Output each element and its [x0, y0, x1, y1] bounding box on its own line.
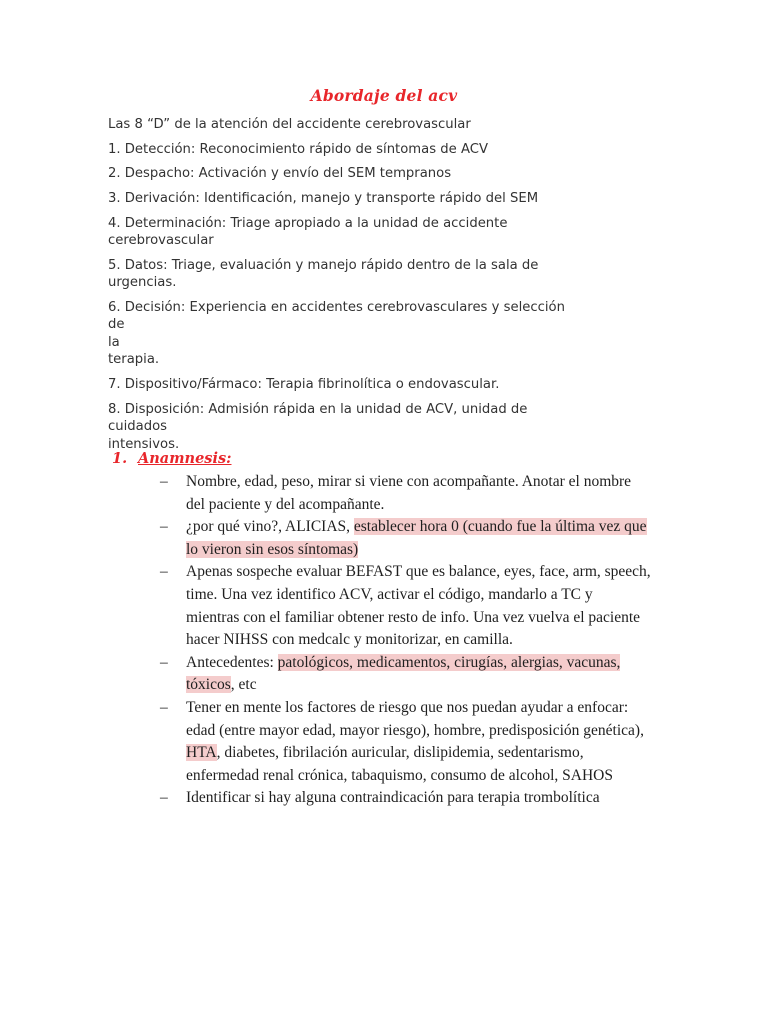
d-list-item: [108, 215, 578, 250]
bullet-text: time. Una vez identifico ACV, activar el código, mandarlo a TC y: [186, 585, 593, 603]
d-list-line: intensivos.: [108, 436, 180, 452]
bullet-dash: –: [160, 653, 168, 671]
bullet-line: [186, 720, 684, 743]
bullet-line: [186, 584, 684, 607]
bullet-item: [104, 516, 684, 561]
section-number: 1.: [112, 450, 128, 467]
highlighted-text: tóxicos: [186, 676, 231, 694]
eight-d-list: [108, 141, 578, 454]
d-list-line: 6. Decisión: Experiencia en accidentes cerebrovasculares y selección de: [108, 299, 565, 333]
eight-d-block: [108, 116, 578, 461]
d-list-item: [108, 401, 578, 454]
bullet-item: [104, 787, 684, 810]
bullet-text: enfermedad renal crónica, tabaquismo, consumo de alcohol, SAHOS: [186, 766, 613, 784]
d-list-item: [108, 165, 578, 183]
bullet-text: Antecedentes:: [186, 653, 278, 671]
bullet-line: [186, 697, 684, 720]
d-list-line: 2. Despacho: Activación y envío del SEM tempranos: [108, 166, 452, 182]
bullet-text: Apenas sospeche evaluar BEFAST que es balance, eyes, face, arm, speech,: [186, 563, 651, 581]
bullet-line: [186, 494, 684, 517]
bullet-line: [186, 607, 684, 630]
d-list-line: cerebrovascular: [108, 233, 214, 249]
d-list-item: [108, 257, 578, 292]
d-list-line: 4. Determinación: Triage apropiado a la unidad de accidente: [108, 215, 508, 231]
bullet-item: [104, 561, 684, 651]
bullet-text: Identificar si hay alguna contraindicación para terapia trombolítica: [186, 789, 600, 807]
d-list-line: la: [108, 334, 120, 350]
d-list-line: cuidados: [108, 419, 168, 435]
bullet-text: del paciente y del acompañante.: [186, 495, 385, 513]
d-list-line: 7. Dispositivo/Fármaco: Terapia fibrinolítica o endovascular.: [108, 377, 500, 393]
d-list-item: [108, 376, 578, 394]
bullet-line: [186, 539, 684, 562]
d-list-item: [108, 141, 578, 159]
bullet-item: [104, 697, 684, 787]
bullet-text: , etc: [230, 676, 257, 694]
bullet-line: [186, 674, 684, 697]
bullet-text: ¿por qué vino?, ALICIAS,: [186, 518, 354, 536]
section-title: Anamnesis:: [138, 450, 232, 467]
bullet-item: [104, 652, 684, 697]
bullet-text: , diabetes, fibrilación auricular, dislipidemia, sedentarismo,: [216, 744, 584, 762]
bullet-dash: –: [160, 563, 168, 581]
bullet-dash: –: [160, 698, 168, 716]
d-list-line: 5. Datos: Triage, evaluación y manejo rápido dentro de la sala de: [108, 257, 539, 273]
bullet-text: edad (entre mayor edad, mayor riesgo), hombre, predisposición genética),: [186, 721, 644, 739]
anamnesis-bullets: [104, 471, 684, 810]
anamnesis-section: [104, 447, 684, 810]
bullet-line: [186, 787, 684, 810]
bullet-dash: –: [160, 789, 168, 807]
highlighted-text: patológicos, medicamentos, cirugías, alergias, vacunas,: [277, 653, 621, 671]
d-list-line: 8. Disposición: Admisión rápida en la unidad de ACV, unidad de: [108, 401, 528, 417]
bullet-text: hacer NIHSS con medcalc y monitorizar, en camilla.: [186, 631, 513, 649]
d-list-line: 1. Detección: Reconocimiento rápido de síntomas de ACV: [108, 141, 488, 157]
bullet-text: mientras con el familiar obtener resto de info. Una vez vuelva el paciente: [186, 608, 641, 626]
bullet-item: [104, 471, 684, 516]
d-list-line: urgencias.: [108, 275, 177, 291]
bullet-line: [186, 561, 684, 584]
highlighted-text: HTA: [186, 744, 217, 762]
bullet-line: [186, 742, 684, 765]
d-list-line: 3. Derivación: Identificación, manejo y transporte rápido del SEM: [108, 190, 539, 206]
bullet-line: [186, 471, 684, 494]
bullet-line: [186, 765, 684, 788]
section-heading: [112, 447, 684, 471]
intro-line: Las 8 “D” de la atención del accidente cerebrovascular: [108, 117, 471, 132]
bullet-line: [186, 652, 684, 675]
bullet-text: Tener en mente los factores de riesgo que nos puedan ayudar a enfocar:: [186, 698, 629, 716]
document-title: Abordaje del acv: [310, 86, 458, 105]
bullet-line: [186, 629, 684, 652]
d-list-line: terapia.: [108, 352, 160, 368]
bullet-dash: –: [160, 473, 168, 490]
bullet-dash: –: [160, 518, 168, 536]
d-list-item: [108, 190, 578, 208]
bullet-text: Nombre, edad, peso, mirar si viene con acompañante. Anotar el nombre: [186, 473, 632, 490]
highlighted-text: lo vieron sin esos síntomas): [186, 540, 359, 558]
bullet-line: [186, 516, 684, 539]
d-list-item: [108, 299, 578, 369]
highlighted-text: establecer hora 0 (cuando fue la última vez que: [353, 518, 647, 536]
